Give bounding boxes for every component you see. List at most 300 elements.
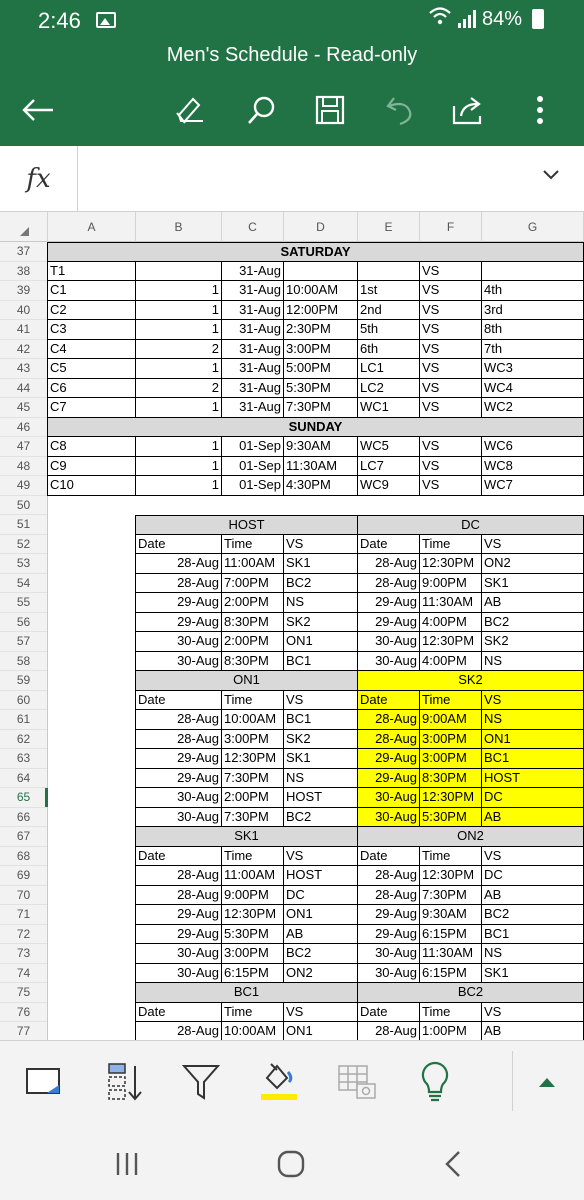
team-column-header[interactable]: Date <box>136 691 222 711</box>
team-schedule-cell[interactable]: 29-Aug <box>136 769 222 789</box>
team-schedule-cell[interactable]: HOST <box>284 866 358 886</box>
team-schedule-cell[interactable]: 5:30PM <box>420 808 482 828</box>
team-schedule-cell[interactable]: 28-Aug <box>136 554 222 574</box>
row-header[interactable]: 51 <box>0 515 47 535</box>
team-schedule-cell[interactable]: 6:15PM <box>420 925 482 945</box>
row-header[interactable]: 50 <box>0 496 47 516</box>
column-header[interactable]: E <box>358 212 420 242</box>
team-column-header[interactable]: Date <box>136 847 222 867</box>
team-schedule-cell[interactable]: BC2 <box>284 944 358 964</box>
team-schedule-cell[interactable]: 9:30AM <box>420 905 482 925</box>
column-header[interactable]: C <box>222 212 284 242</box>
team-schedule-cell[interactable]: AB <box>482 1022 584 1040</box>
team-column-header[interactable]: Date <box>136 1003 222 1023</box>
schedule-cell[interactable]: 10:00AM <box>284 281 358 301</box>
team-schedule-cell[interactable]: BC2 <box>284 808 358 828</box>
schedule-cell[interactable] <box>482 262 584 282</box>
team-column-header[interactable]: Time <box>420 535 482 555</box>
schedule-cell[interactable]: WC2 <box>482 398 584 418</box>
row-header[interactable]: 41 <box>0 320 47 340</box>
team-schedule-cell[interactable]: SK2 <box>284 730 358 750</box>
schedule-cell[interactable]: C10 <box>48 476 136 496</box>
row-header[interactable]: 67 <box>0 827 47 847</box>
team-title[interactable]: SK1 <box>136 827 358 847</box>
row-header[interactable]: 47 <box>0 437 47 457</box>
team-schedule-cell[interactable]: BC2 <box>284 574 358 594</box>
schedule-cell[interactable]: LC1 <box>358 359 420 379</box>
team-schedule-cell[interactable]: BC1 <box>482 749 584 769</box>
fill-color-icon[interactable] <box>254 1059 304 1105</box>
row-header[interactable]: 63 <box>0 749 47 769</box>
team-schedule-cell[interactable]: 8:30PM <box>222 652 284 672</box>
schedule-cell[interactable]: 1 <box>136 476 222 496</box>
team-column-header[interactable]: Date <box>136 535 222 555</box>
team-schedule-cell[interactable]: 7:30PM <box>222 808 284 828</box>
schedule-cell[interactable]: 12:00PM <box>284 301 358 321</box>
schedule-cell[interactable]: 1 <box>136 359 222 379</box>
team-title[interactable]: HOST <box>136 515 358 535</box>
select-all-corner[interactable] <box>0 212 48 242</box>
schedule-cell[interactable]: 01-Sep <box>222 476 284 496</box>
schedule-cell[interactable] <box>136 262 222 282</box>
team-column-header[interactable]: VS <box>482 1003 584 1023</box>
team-schedule-cell[interactable]: 12:30PM <box>222 749 284 769</box>
row-header[interactable]: 40 <box>0 301 47 321</box>
team-schedule-cell[interactable]: BC2 <box>482 905 584 925</box>
schedule-cell[interactable]: VS <box>420 379 482 399</box>
sort-icon[interactable] <box>98 1059 148 1105</box>
team-schedule-cell[interactable]: AB <box>482 808 584 828</box>
schedule-cell[interactable]: 01-Sep <box>222 457 284 477</box>
schedule-cell[interactable]: 31-Aug <box>222 301 284 321</box>
team-column-header[interactable]: VS <box>482 847 584 867</box>
home-icon[interactable] <box>266 1144 316 1184</box>
row-header[interactable]: 42 <box>0 340 47 360</box>
schedule-cell[interactable]: C2 <box>48 301 136 321</box>
table-image-icon[interactable] <box>332 1059 382 1105</box>
schedule-cell[interactable]: 7:30PM <box>284 398 358 418</box>
team-schedule-cell[interactable]: BC1 <box>284 710 358 730</box>
formula-bar[interactable] <box>0 146 584 212</box>
team-schedule-cell[interactable]: ON1 <box>284 1022 358 1040</box>
schedule-cell[interactable]: 1 <box>136 281 222 301</box>
column-header[interactable]: A <box>48 212 136 242</box>
schedule-cell[interactable]: 1st <box>358 281 420 301</box>
schedule-cell[interactable]: 31-Aug <box>222 359 284 379</box>
team-schedule-cell[interactable]: 29-Aug <box>136 613 222 633</box>
schedule-cell[interactable]: VS <box>420 476 482 496</box>
row-header[interactable]: 70 <box>0 886 47 906</box>
row-header[interactable]: 38 <box>0 262 47 282</box>
team-schedule-cell[interactable]: DC <box>482 788 584 808</box>
team-schedule-cell[interactable]: 30-Aug <box>358 632 420 652</box>
team-schedule-cell[interactable]: 12:30PM <box>222 905 284 925</box>
schedule-cell[interactable]: VS <box>420 301 482 321</box>
team-schedule-cell[interactable]: 29-Aug <box>358 769 420 789</box>
row-header[interactable]: 37 <box>0 242 47 262</box>
schedule-cell[interactable]: WC9 <box>358 476 420 496</box>
team-schedule-cell[interactable]: 12:30PM <box>420 788 482 808</box>
spreadsheet-grid[interactable] <box>0 212 584 1040</box>
schedule-cell[interactable]: 7th <box>482 340 584 360</box>
schedule-cell[interactable]: 31-Aug <box>222 262 284 282</box>
team-schedule-cell[interactable]: DC <box>482 866 584 886</box>
more-icon[interactable] <box>518 88 562 132</box>
column-header[interactable]: F <box>420 212 482 242</box>
schedule-cell[interactable]: C8 <box>48 437 136 457</box>
team-schedule-cell[interactable]: ON1 <box>284 632 358 652</box>
team-schedule-cell[interactable]: NS <box>284 769 358 789</box>
schedule-cell[interactable]: T1 <box>48 262 136 282</box>
team-column-header[interactable]: Date <box>358 847 420 867</box>
row-header[interactable]: 77 <box>0 1022 47 1040</box>
row-header[interactable]: 65 <box>0 788 47 808</box>
team-schedule-cell[interactable]: 9:00PM <box>420 574 482 594</box>
team-schedule-cell[interactable]: ON1 <box>284 905 358 925</box>
team-title[interactable]: SK2 <box>358 671 584 691</box>
row-header[interactable]: 43 <box>0 359 47 379</box>
row-header[interactable]: 45 <box>0 398 47 418</box>
team-schedule-cell[interactable]: BC2 <box>482 613 584 633</box>
row-header[interactable]: 39 <box>0 281 47 301</box>
team-schedule-cell[interactable]: 4:00PM <box>420 613 482 633</box>
chevron-down-icon[interactable] <box>542 168 560 186</box>
team-schedule-cell[interactable]: 10:00AM <box>222 710 284 730</box>
grid-row <box>48 301 584 321</box>
team-schedule-cell[interactable]: 29-Aug <box>136 749 222 769</box>
recent-apps-icon[interactable] <box>102 1144 152 1184</box>
team-column-header[interactable]: Date <box>358 691 420 711</box>
save-icon[interactable] <box>308 88 352 132</box>
team-schedule-cell[interactable]: 28-Aug <box>358 886 420 906</box>
team-schedule-cell[interactable]: 12:30PM <box>420 554 482 574</box>
team-schedule-cell[interactable]: 6:15PM <box>420 964 482 984</box>
team-column-header[interactable]: Time <box>420 1003 482 1023</box>
row-header[interactable]: 66 <box>0 808 47 828</box>
schedule-cell[interactable]: LC7 <box>358 457 420 477</box>
team-schedule-cell[interactable]: 28-Aug <box>136 1022 222 1040</box>
team-schedule-cell[interactable]: SK1 <box>284 749 358 769</box>
schedule-cell[interactable]: VS <box>420 340 482 360</box>
team-schedule-cell[interactable]: 3:00PM <box>420 749 482 769</box>
schedule-cell[interactable]: 2nd <box>358 301 420 321</box>
team-schedule-cell[interactable]: AB <box>284 925 358 945</box>
team-schedule-cell[interactable]: 29-Aug <box>358 613 420 633</box>
schedule-cell[interactable]: 2 <box>136 340 222 360</box>
team-schedule-cell[interactable]: AB <box>482 886 584 906</box>
row-header[interactable]: 60 <box>0 691 47 711</box>
schedule-cell[interactable]: 1 <box>136 457 222 477</box>
schedule-cell[interactable]: VS <box>420 281 482 301</box>
schedule-cell[interactable]: WC8 <box>482 457 584 477</box>
back-arrow-icon[interactable] <box>16 88 60 132</box>
grid-row <box>48 964 584 984</box>
schedule-cell[interactable]: C1 <box>48 281 136 301</box>
team-schedule-cell[interactable]: 30-Aug <box>136 964 222 984</box>
team-schedule-cell[interactable]: ON2 <box>284 964 358 984</box>
row-header[interactable]: 59 <box>0 671 47 691</box>
row-header[interactable]: 73 <box>0 944 47 964</box>
schedule-cell[interactable]: C4 <box>48 340 136 360</box>
cell-area[interactable] <box>48 242 584 1040</box>
schedule-cell[interactable]: C5 <box>48 359 136 379</box>
row-header[interactable]: 76 <box>0 1003 47 1023</box>
team-schedule-cell[interactable]: 29-Aug <box>358 905 420 925</box>
team-schedule-cell[interactable]: SK2 <box>482 632 584 652</box>
team-schedule-cell[interactable]: 28-Aug <box>358 866 420 886</box>
team-schedule-cell[interactable]: 1:00PM <box>420 1022 482 1040</box>
row-header[interactable]: 44 <box>0 379 47 399</box>
schedule-cell[interactable]: 9:30AM <box>284 437 358 457</box>
team-schedule-cell[interactable]: SK1 <box>482 964 584 984</box>
team-schedule-cell[interactable]: SK1 <box>482 574 584 594</box>
schedule-cell[interactable]: C6 <box>48 379 136 399</box>
schedule-cell[interactable]: 1 <box>136 301 222 321</box>
team-title[interactable]: BC2 <box>358 983 584 1003</box>
schedule-cell[interactable]: VS <box>420 457 482 477</box>
team-schedule-cell[interactable]: SK1 <box>284 554 358 574</box>
column-header[interactable]: D <box>284 212 358 242</box>
team-schedule-cell[interactable]: 2:00PM <box>222 593 284 613</box>
schedule-cell[interactable]: 8th <box>482 320 584 340</box>
grid-row <box>48 652 584 672</box>
team-schedule-cell[interactable]: 11:30AM <box>420 944 482 964</box>
schedule-cell[interactable]: 5:30PM <box>284 379 358 399</box>
fx-icon[interactable]: fx <box>0 146 78 212</box>
team-schedule-cell[interactable]: 3:00PM <box>222 944 284 964</box>
team-schedule-cell[interactable]: 30-Aug <box>358 652 420 672</box>
grid-row <box>48 320 584 340</box>
team-schedule-cell[interactable]: 8:30PM <box>222 613 284 633</box>
schedule-cell[interactable]: 4:30PM <box>284 476 358 496</box>
team-title[interactable]: BC1 <box>136 983 358 1003</box>
schedule-cell[interactable]: WC4 <box>482 379 584 399</box>
team-column-header[interactable]: VS <box>284 535 358 555</box>
schedule-cell[interactable] <box>284 262 358 282</box>
team-schedule-cell[interactable]: 30-Aug <box>136 808 222 828</box>
column-header[interactable]: B <box>136 212 222 242</box>
schedule-cell[interactable]: 31-Aug <box>222 379 284 399</box>
team-schedule-cell[interactable]: NS <box>482 652 584 672</box>
team-schedule-cell[interactable]: ON1 <box>482 730 584 750</box>
schedule-cell[interactable]: C7 <box>48 398 136 418</box>
row-header[interactable]: 62 <box>0 730 47 750</box>
schedule-cell[interactable]: 1 <box>136 437 222 457</box>
new-sheet-icon[interactable] <box>20 1059 70 1105</box>
schedule-cell[interactable]: WC6 <box>482 437 584 457</box>
team-schedule-cell[interactable]: 30-Aug <box>136 944 222 964</box>
row-header[interactable]: 68 <box>0 847 47 867</box>
team-schedule-cell[interactable]: 29-Aug <box>136 925 222 945</box>
team-schedule-cell[interactable]: 30-Aug <box>358 944 420 964</box>
row-header[interactable]: 74 <box>0 964 47 984</box>
team-schedule-cell[interactable]: 28-Aug <box>358 554 420 574</box>
team-column-header[interactable]: Time <box>222 847 284 867</box>
team-schedule-cell[interactable]: 29-Aug <box>136 593 222 613</box>
team-column-header[interactable]: VS <box>482 691 584 711</box>
team-schedule-cell[interactable]: 30-Aug <box>136 632 222 652</box>
team-schedule-cell[interactable]: 2:00PM <box>222 632 284 652</box>
team-title[interactable]: DC <box>358 515 584 535</box>
row-header[interactable]: 52 <box>0 535 47 555</box>
row-header[interactable]: 71 <box>0 905 47 925</box>
team-schedule-cell[interactable]: NS <box>482 710 584 730</box>
team-schedule-cell[interactable]: 29-Aug <box>358 749 420 769</box>
team-column-header[interactable]: Time <box>222 1003 284 1023</box>
team-schedule-cell[interactable]: 28-Aug <box>358 730 420 750</box>
team-schedule-cell[interactable]: 29-Aug <box>136 905 222 925</box>
team-column-header[interactable]: Date <box>358 1003 420 1023</box>
team-schedule-cell[interactable]: NS <box>482 944 584 964</box>
row-header[interactable]: 75 <box>0 983 47 1003</box>
row-header[interactable]: 54 <box>0 574 47 594</box>
schedule-cell[interactable]: 3rd <box>482 301 584 321</box>
team-schedule-cell[interactable]: 9:00PM <box>222 886 284 906</box>
schedule-cell[interactable]: 1 <box>136 398 222 418</box>
team-column-header[interactable]: Time <box>420 847 482 867</box>
expand-up-icon[interactable] <box>522 1059 572 1105</box>
team-schedule-cell[interactable]: 30-Aug <box>136 788 222 808</box>
team-schedule-cell[interactable]: 30-Aug <box>358 808 420 828</box>
team-schedule-cell[interactable]: 28-Aug <box>136 710 222 730</box>
team-column-header[interactable]: VS <box>284 691 358 711</box>
team-schedule-cell[interactable]: 28-Aug <box>358 574 420 594</box>
team-column-header[interactable]: Time <box>222 691 284 711</box>
schedule-cell[interactable]: 31-Aug <box>222 398 284 418</box>
row-header[interactable]: 56 <box>0 613 47 633</box>
team-schedule-cell[interactable]: HOST <box>284 788 358 808</box>
row-header[interactable]: 46 <box>0 418 47 438</box>
team-schedule-cell[interactable]: ON2 <box>482 554 584 574</box>
team-schedule-cell[interactable]: 28-Aug <box>358 710 420 730</box>
section-title-saturday[interactable]: SATURDAY <box>48 242 584 262</box>
back-icon[interactable] <box>428 1144 478 1184</box>
row-header[interactable]: 58 <box>0 652 47 672</box>
team-schedule-cell[interactable]: 28-Aug <box>136 730 222 750</box>
team-column-header[interactable]: Time <box>420 691 482 711</box>
search-icon[interactable] <box>240 88 284 132</box>
schedule-cell[interactable]: 4th <box>482 281 584 301</box>
undo-icon[interactable] <box>378 88 422 132</box>
row-header[interactable]: 64 <box>0 769 47 789</box>
schedule-cell[interactable]: VS <box>420 398 482 418</box>
row-header[interactable]: 48 <box>0 457 47 477</box>
schedule-cell[interactable]: VS <box>420 320 482 340</box>
team-schedule-cell[interactable]: 28-Aug <box>136 866 222 886</box>
schedule-cell[interactable]: 6th <box>358 340 420 360</box>
schedule-cell[interactable]: 2:30PM <box>284 320 358 340</box>
team-schedule-cell[interactable]: 29-Aug <box>358 925 420 945</box>
team-schedule-cell[interactable]: 7:00PM <box>222 574 284 594</box>
schedule-cell[interactable]: LC2 <box>358 379 420 399</box>
schedule-cell[interactable]: VS <box>420 262 482 282</box>
team-schedule-cell[interactable]: 7:30PM <box>420 886 482 906</box>
team-schedule-cell[interactable]: 7:30PM <box>222 769 284 789</box>
schedule-cell[interactable]: 11:30AM <box>284 457 358 477</box>
schedule-cell[interactable]: 31-Aug <box>222 281 284 301</box>
edit-pen-icon[interactable] <box>168 88 212 132</box>
schedule-cell[interactable]: VS <box>420 359 482 379</box>
schedule-cell[interactable]: WC7 <box>482 476 584 496</box>
row-header[interactable]: 53 <box>0 554 47 574</box>
team-schedule-cell[interactable]: 30-Aug <box>136 652 222 672</box>
team-title[interactable]: ON2 <box>358 827 584 847</box>
team-column-header[interactable]: Time <box>222 535 284 555</box>
schedule-cell[interactable]: WC3 <box>482 359 584 379</box>
team-schedule-cell[interactable]: 11:30AM <box>420 593 482 613</box>
schedule-cell[interactable]: 31-Aug <box>222 320 284 340</box>
team-column-header[interactable]: VS <box>284 847 358 867</box>
team-schedule-cell[interactable]: 29-Aug <box>358 593 420 613</box>
team-schedule-cell[interactable]: 8:30PM <box>420 769 482 789</box>
team-schedule-cell[interactable]: 12:30PM <box>420 632 482 652</box>
filter-icon[interactable] <box>176 1059 226 1105</box>
schedule-cell[interactable]: 1 <box>136 320 222 340</box>
team-schedule-cell[interactable]: 28-Aug <box>358 1022 420 1040</box>
team-schedule-cell[interactable]: BC1 <box>482 925 584 945</box>
team-column-header[interactable]: VS <box>482 535 584 555</box>
column-header[interactable]: G <box>482 212 584 242</box>
team-schedule-cell[interactable]: 12:30PM <box>420 866 482 886</box>
team-schedule-cell[interactable]: 11:00AM <box>222 554 284 574</box>
team-schedule-cell[interactable]: 28-Aug <box>136 886 222 906</box>
team-schedule-cell[interactable]: 9:00AM <box>420 710 482 730</box>
team-schedule-cell[interactable]: 10:00AM <box>222 1022 284 1040</box>
ideas-bulb-icon[interactable] <box>410 1059 460 1105</box>
team-schedule-cell[interactable]: DC <box>284 886 358 906</box>
schedule-cell[interactable]: 01-Sep <box>222 437 284 457</box>
team-schedule-cell[interactable]: 3:00PM <box>222 730 284 750</box>
row-header[interactable]: 72 <box>0 925 47 945</box>
team-schedule-cell[interactable]: 30-Aug <box>358 788 420 808</box>
team-column-header[interactable]: Date <box>358 535 420 555</box>
team-column-header[interactable]: VS <box>284 1003 358 1023</box>
schedule-cell[interactable]: C9 <box>48 457 136 477</box>
schedule-cell[interactable]: 3:00PM <box>284 340 358 360</box>
schedule-cell[interactable]: C3 <box>48 320 136 340</box>
team-schedule-cell[interactable]: HOST <box>482 769 584 789</box>
schedule-cell[interactable] <box>358 262 420 282</box>
team-schedule-cell[interactable]: 5:30PM <box>222 925 284 945</box>
team-schedule-cell[interactable]: 30-Aug <box>358 964 420 984</box>
section-title-sunday[interactable]: SUNDAY <box>48 418 584 438</box>
row-header[interactable]: 57 <box>0 632 47 652</box>
team-schedule-cell[interactable]: SK2 <box>284 613 358 633</box>
team-schedule-cell[interactable]: BC1 <box>284 652 358 672</box>
row-header[interactable]: 49 <box>0 476 47 496</box>
row-header[interactable]: 69 <box>0 866 47 886</box>
schedule-cell[interactable]: WC5 <box>358 437 420 457</box>
schedule-cell[interactable]: WC1 <box>358 398 420 418</box>
team-schedule-cell[interactable]: 2:00PM <box>222 788 284 808</box>
schedule-cell[interactable]: 2 <box>136 379 222 399</box>
team-schedule-cell[interactable]: 28-Aug <box>136 574 222 594</box>
schedule-cell[interactable]: 5th <box>358 320 420 340</box>
schedule-cell[interactable]: VS <box>420 437 482 457</box>
schedule-cell[interactable]: 31-Aug <box>222 340 284 360</box>
row-header[interactable]: 61 <box>0 710 47 730</box>
team-title[interactable]: ON1 <box>136 671 358 691</box>
team-schedule-cell[interactable]: 11:00AM <box>222 866 284 886</box>
team-schedule-cell[interactable]: 4:00PM <box>420 652 482 672</box>
team-schedule-cell[interactable]: NS <box>284 593 358 613</box>
team-schedule-cell[interactable]: 6:15PM <box>222 964 284 984</box>
team-schedule-cell[interactable]: AB <box>482 593 584 613</box>
schedule-cell[interactable]: 5:00PM <box>284 359 358 379</box>
row-header[interactable]: 55 <box>0 593 47 613</box>
team-schedule-cell[interactable]: 3:00PM <box>420 730 482 750</box>
share-icon[interactable] <box>446 88 490 132</box>
